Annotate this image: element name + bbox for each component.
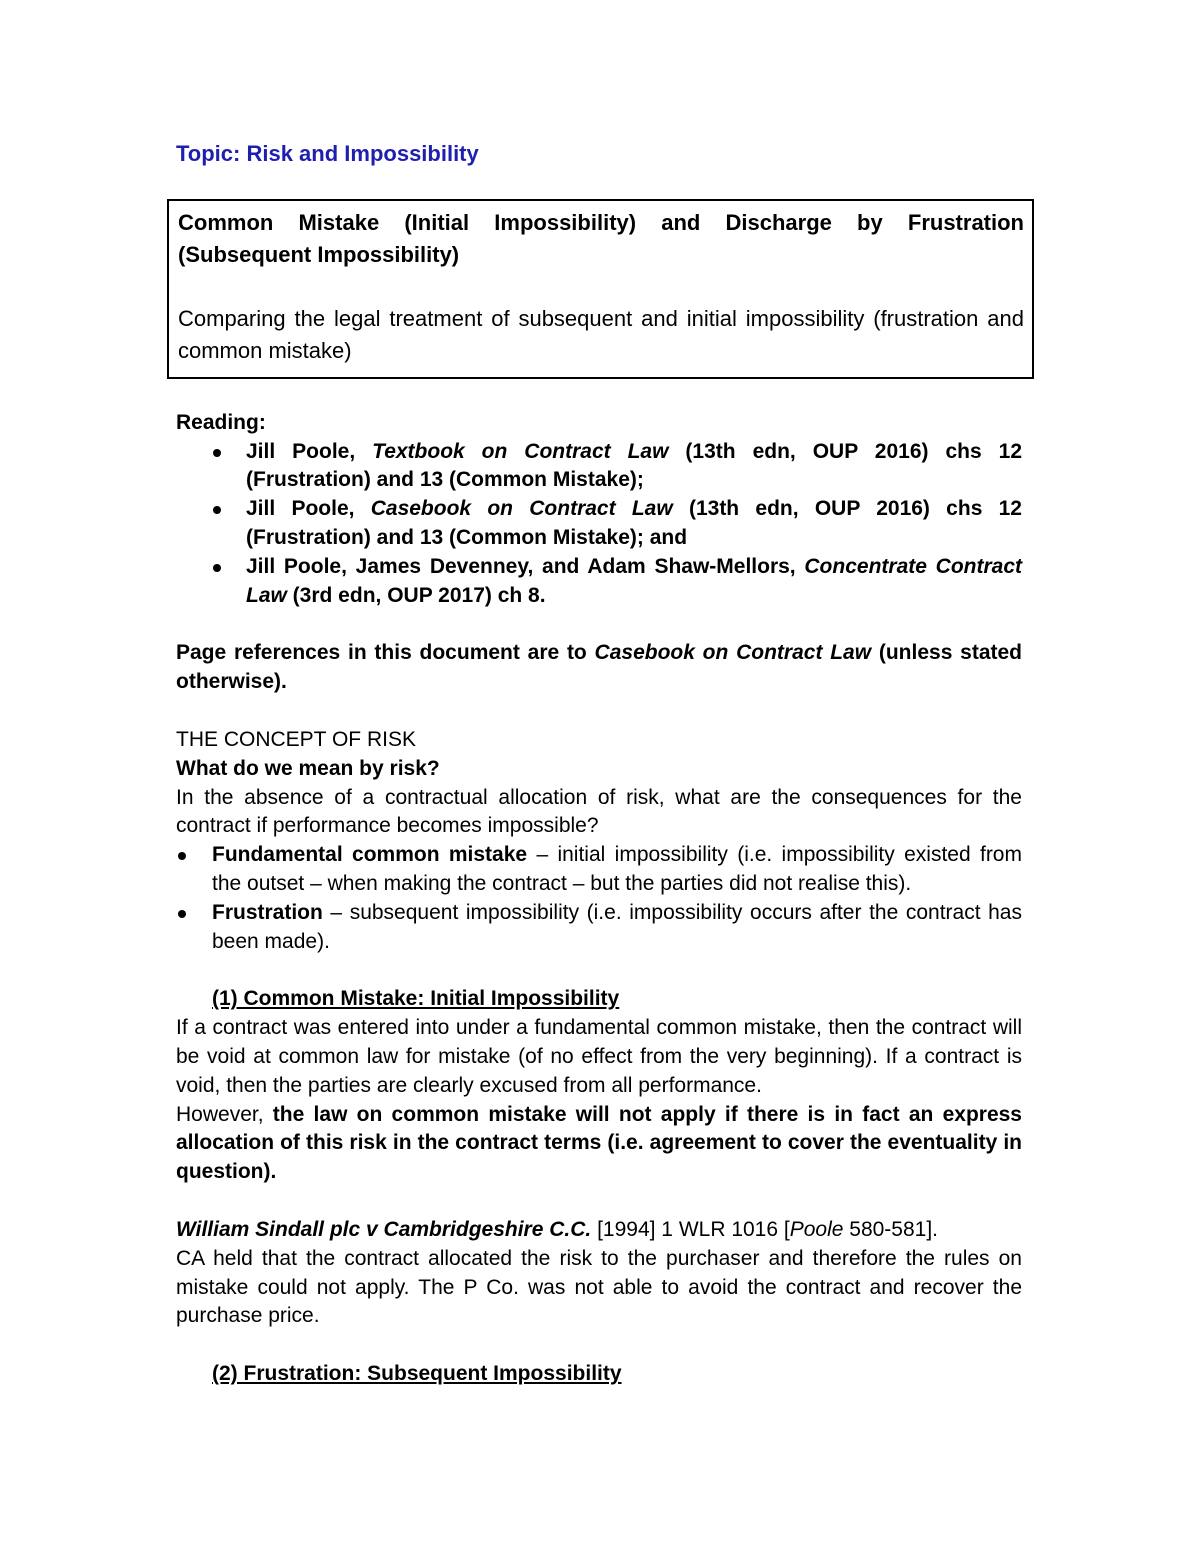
case-summary: CA held that the contract allocated the risk to the purchaser and therefore the rules on mistake could not apply. The P Co. was not able to avoid the contract and recover the purchase price.	[176, 1246, 1022, 1328]
reading-label: Reading:	[176, 410, 266, 434]
document-content	[176, 140, 1022, 1389]
bullet-icon	[213, 449, 221, 457]
summary-box	[167, 199, 1034, 379]
bullet-icon	[178, 852, 186, 860]
section1-paragraph: If a contract was entered into under a fundamental common mistake, then the contract will be void at common law for mistake (of no effect from the very beginning). If a contract is void, then the parties are clearly excused from all performance.	[176, 1016, 1022, 1097]
topic-title: Topic: Risk and Impossibility	[176, 141, 479, 166]
section1-however: However, the law on common mistake will not apply if there is in fact an express allocation of this risk in the contract terms (i.e. agreement to cover the eventuality in question).	[176, 1102, 1022, 1184]
bullet-icon	[178, 910, 186, 918]
reading-item: Jill Poole, James Devenney, and Adam Shaw-Mellors, Concentrate Contract Law (3rd edn, OUP 2017) ch 8.	[176, 553, 1022, 611]
concept-list	[176, 841, 1022, 956]
reading-item: Jill Poole, Textbook on Contract Law (13th edn, OUP 2016) chs 12 (Frustration) and 13 (Common Mistake);	[176, 438, 1022, 496]
concept-question: What do we mean by risk?	[176, 756, 440, 780]
section1-heading: (1) Common Mistake: Initial Impossibility	[212, 987, 620, 1011]
concept-intro: In the absence of a contractual allocation of risk, what are the consequences for the contract if performance becomes impossible?	[176, 785, 1022, 838]
section2-heading: (2) Frustration: Subsequent Impossibility	[212, 1362, 622, 1386]
concept-heading: THE CONCEPT OF RISK	[176, 727, 416, 751]
bullet-icon	[213, 564, 221, 572]
reading-list	[176, 438, 1022, 611]
box-heading: Common Mistake (Initial Impossibility) and Discharge by Frustration (Subsequent Impossibility)	[178, 209, 1024, 267]
concept-item: Frustration – subsequent impossibility (i.e. impossibility occurs after the contract has been made).	[176, 899, 1022, 957]
box-subheading: Comparing the legal treatment of subsequent and initial impossibility (frustration and common mistake)	[178, 305, 1024, 363]
concept-item: Fundamental common mistake – initial impossibility (i.e. impossibility existed from the outset – when making the contract – but the parties did not realise this).	[176, 841, 1022, 899]
reading-item: Jill Poole, Casebook on Contract Law (13th edn, OUP 2016) chs 12 (Frustration) and 13 (Common Mistake); and	[176, 495, 1022, 553]
case-citation: William Sindall plc v Cambridgeshire C.C. [1994] 1 WLR 1016 [Poole 580-581].	[176, 1217, 939, 1241]
bullet-icon	[213, 506, 221, 514]
page-references-note: Page references in this document are to Casebook on Contract Law (unless stated otherwise).	[176, 641, 1022, 694]
